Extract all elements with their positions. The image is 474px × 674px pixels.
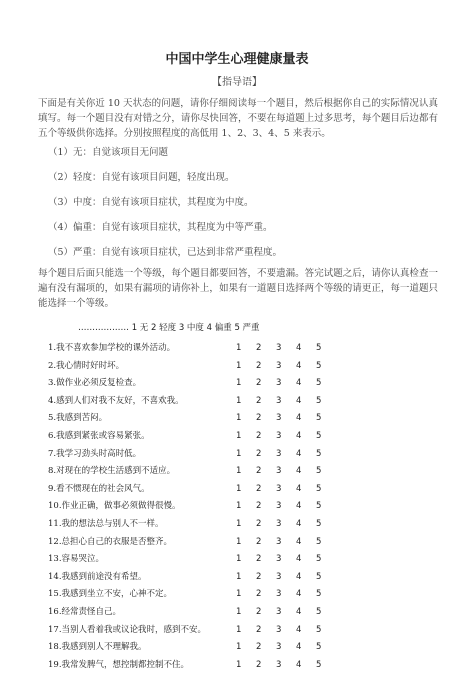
question-text: 16.经常责怪自己。 [48, 606, 122, 617]
question-text: 5.我感到苦闷。 [48, 413, 108, 424]
question-row [48, 639, 348, 657]
rating-option-4[interactable]: 4 [296, 430, 302, 441]
page-title: 中国中学生心理健康量表 [165, 52, 309, 67]
rating-option-3[interactable]: 3 [276, 554, 282, 565]
rating-option-1[interactable]: 1 [236, 360, 242, 371]
rating-option-3[interactable]: 3 [276, 536, 282, 547]
rating-option-3[interactable]: 3 [276, 430, 282, 441]
level-item-5: （5）严重：自觉有该项目症状，已达到非常严重程度。 [48, 247, 283, 258]
rating-option-3[interactable]: 3 [276, 659, 282, 670]
rating-option-2[interactable]: 2 [256, 483, 262, 494]
question-text: 6.我感到紧张或容易紧张。 [48, 430, 150, 441]
scale-legend: ……………… 1 无 2 轻度 3 中度 4 偏重 5 严重 [78, 323, 260, 333]
rating-option-4[interactable]: 4 [296, 659, 302, 670]
question-text: 19.我常发脾气，想控制都控制不住。 [48, 659, 190, 670]
rating-option-1[interactable]: 1 [236, 659, 242, 670]
question-text: 2.我心情时好时坏。 [48, 360, 125, 371]
question-list [48, 340, 348, 674]
rating-option-5[interactable]: 5 [316, 466, 322, 477]
rating-option-1[interactable]: 1 [236, 501, 242, 512]
level-item-4: （4）偏重：自觉有该项目症状，其程度为中等严重。 [48, 222, 273, 233]
question-row [48, 481, 348, 499]
question-text: 3.做作业必须反复检查。 [48, 378, 142, 389]
rating-option-1[interactable]: 1 [236, 642, 242, 653]
rating-option-1[interactable]: 1 [236, 466, 242, 477]
rating-option-4[interactable]: 4 [296, 378, 302, 389]
severity-levels-list [48, 147, 428, 272]
question-row [48, 622, 348, 640]
rating-option-2[interactable]: 2 [256, 360, 262, 371]
rating-option-1[interactable]: 1 [236, 395, 242, 406]
rating-option-4[interactable]: 4 [296, 606, 302, 617]
rating-option-3[interactable]: 3 [276, 589, 282, 600]
rating-option-5[interactable]: 5 [316, 624, 322, 635]
question-row [48, 463, 348, 481]
instructions-paragraph: 每个题目后面只能选一个等级，每个题目都要回答，不要遗漏。答完试题之后，请你认真检查一遍有没有漏项的，如果有漏项的请你补上，如果有一道题目选择两个等级的请更正，每一道题只能选择一个等级。 [38, 268, 438, 309]
rating-option-2[interactable]: 2 [256, 448, 262, 459]
rating-option-3[interactable]: 3 [276, 624, 282, 635]
rating-option-2[interactable]: 2 [256, 395, 262, 406]
rating-option-2[interactable]: 2 [256, 413, 262, 424]
rating-option-3[interactable]: 3 [276, 343, 282, 353]
rating-option-1[interactable]: 1 [236, 554, 242, 565]
question-text: 10.作业正确，做事必须做得很慢。 [48, 501, 181, 512]
rating-option-4[interactable]: 4 [296, 395, 302, 406]
question-row [48, 498, 348, 516]
intro-paragraph: 下面是有关你近 10 天状态的问题，请你仔细阅读每一个题目，然后根据你自己的实际情况认真填写。每一个题目没有对错之分，请你尽快回答，不要在每道题上过多思考，每个题目后边都有五个等级供你选择。分别按照程度的高低用 1、2、3、4、5 来表示。 [38, 98, 438, 139]
rating-option-5[interactable]: 5 [316, 448, 322, 459]
rating-option-3[interactable]: 3 [276, 483, 282, 494]
rating-option-4[interactable]: 4 [296, 624, 302, 635]
rating-option-5[interactable]: 5 [316, 430, 322, 441]
rating-option-3[interactable]: 3 [276, 466, 282, 477]
question-row [48, 516, 348, 534]
rating-option-5[interactable]: 5 [316, 659, 322, 670]
rating-option-5[interactable]: 5 [316, 642, 322, 653]
question-row [48, 358, 348, 376]
rating-option-4[interactable]: 4 [296, 571, 302, 582]
rating-option-2[interactable]: 2 [256, 589, 262, 600]
question-text: 14.我感到前途没有希望。 [48, 571, 147, 582]
rating-option-4[interactable]: 4 [296, 448, 302, 459]
question-text: 1.我不喜欢参加学校的课外活动。 [48, 343, 176, 353]
rating-option-3[interactable]: 3 [276, 606, 282, 617]
rating-option-4[interactable]: 4 [296, 518, 302, 529]
rating-option-5[interactable]: 5 [316, 483, 322, 494]
question-row [48, 657, 348, 674]
rating-option-4[interactable]: 4 [296, 536, 302, 547]
question-text: 15.我感到坐立不安，心神不定。 [48, 589, 173, 600]
rating-option-1[interactable]: 1 [236, 483, 242, 494]
rating-option-3[interactable]: 3 [276, 360, 282, 371]
rating-option-5[interactable]: 5 [316, 554, 322, 565]
rating-option-3[interactable]: 3 [276, 501, 282, 512]
question-text: 18.我感到别人不理解我。 [48, 642, 147, 653]
rating-option-3[interactable]: 3 [276, 518, 282, 529]
rating-option-5[interactable]: 5 [316, 518, 322, 529]
level-item-2: （2）轻度：自觉有该项目问题，轻度出现。 [48, 172, 235, 183]
rating-option-2[interactable]: 2 [256, 378, 262, 389]
rating-option-5[interactable]: 5 [316, 501, 322, 512]
rating-option-5[interactable]: 5 [316, 378, 322, 389]
rating-option-4[interactable]: 4 [296, 483, 302, 494]
rating-option-2[interactable]: 2 [256, 624, 262, 635]
question-row [48, 604, 348, 622]
rating-option-3[interactable]: 3 [276, 571, 282, 582]
rating-option-1[interactable]: 1 [236, 343, 242, 353]
rating-option-2[interactable]: 2 [256, 571, 262, 582]
question-row [48, 393, 348, 411]
rating-option-2[interactable]: 2 [256, 659, 262, 670]
rating-option-5[interactable]: 5 [316, 571, 322, 582]
rating-option-5[interactable]: 5 [316, 536, 322, 547]
rating-option-4[interactable]: 4 [296, 642, 302, 653]
rating-option-3[interactable]: 3 [276, 378, 282, 389]
rating-option-5[interactable]: 5 [316, 360, 322, 371]
question-row [48, 569, 348, 587]
rating-option-1[interactable]: 1 [236, 624, 242, 635]
rating-option-2[interactable]: 2 [256, 606, 262, 617]
rating-option-3[interactable]: 3 [276, 448, 282, 459]
question-row [48, 375, 348, 393]
rating-option-3[interactable]: 3 [276, 395, 282, 406]
question-row [48, 446, 348, 464]
question-text: 7.我学习劲头时高时低。 [48, 448, 142, 459]
question-text: 11.我的想法总与别人不一样。 [48, 518, 164, 529]
rating-option-2[interactable]: 2 [256, 536, 262, 547]
rating-option-4[interactable]: 4 [296, 360, 302, 371]
rating-option-1[interactable]: 1 [236, 536, 242, 547]
question-text: 9.看不惯现在的社会风气。 [48, 483, 150, 494]
rating-option-4[interactable]: 4 [296, 589, 302, 600]
question-row [48, 340, 348, 358]
rating-option-3[interactable]: 3 [276, 642, 282, 653]
rating-option-1[interactable]: 1 [236, 430, 242, 441]
rating-option-1[interactable]: 1 [236, 518, 242, 529]
guide-heading: 【指导语】 [212, 77, 262, 88]
rating-option-1[interactable]: 1 [236, 413, 242, 424]
question-text: 4.感到人们对我不友好，不喜欢我。 [48, 395, 184, 406]
level-item-3: （3）中度：自觉有该项目症状，其程度为中度。 [48, 197, 254, 208]
question-row [48, 428, 348, 446]
rating-option-2[interactable]: 2 [256, 554, 262, 565]
question-row [48, 534, 348, 552]
rating-option-2[interactable]: 2 [256, 501, 262, 512]
rating-option-1[interactable]: 1 [236, 606, 242, 617]
rating-option-5[interactable]: 5 [316, 413, 322, 424]
rating-option-4[interactable]: 4 [296, 554, 302, 565]
question-text: 8.对现在的学校生活感到不适应。 [48, 466, 176, 477]
rating-option-2[interactable]: 2 [256, 430, 262, 441]
rating-option-2[interactable]: 2 [256, 466, 262, 477]
rating-option-1[interactable]: 1 [236, 448, 242, 459]
rating-option-2[interactable]: 2 [256, 642, 262, 653]
question-text: 17.当别人看着我或议论我时，感到不安。 [48, 624, 207, 635]
question-text: 12.总担心自己的衣服是否整齐。 [48, 536, 173, 547]
rating-option-1[interactable]: 1 [236, 378, 242, 389]
rating-option-5[interactable]: 5 [316, 606, 322, 617]
rating-option-2[interactable]: 2 [256, 343, 262, 353]
rating-option-4[interactable]: 4 [296, 501, 302, 512]
question-row [48, 586, 348, 604]
rating-option-5[interactable]: 5 [316, 589, 322, 600]
rating-option-2[interactable]: 2 [256, 518, 262, 529]
question-row [48, 551, 348, 569]
rating-option-4[interactable]: 4 [296, 343, 302, 353]
rating-option-5[interactable]: 5 [316, 395, 322, 406]
rating-option-3[interactable]: 3 [276, 413, 282, 424]
rating-option-1[interactable]: 1 [236, 589, 242, 600]
rating-option-5[interactable]: 5 [316, 343, 322, 353]
question-text: 13.容易哭泣。 [48, 554, 105, 565]
rating-option-1[interactable]: 1 [236, 571, 242, 582]
rating-option-4[interactable]: 4 [296, 413, 302, 424]
question-row [48, 410, 348, 428]
rating-option-4[interactable]: 4 [296, 466, 302, 477]
level-item-1: （1）无：自觉该项目无问题 [48, 147, 169, 158]
